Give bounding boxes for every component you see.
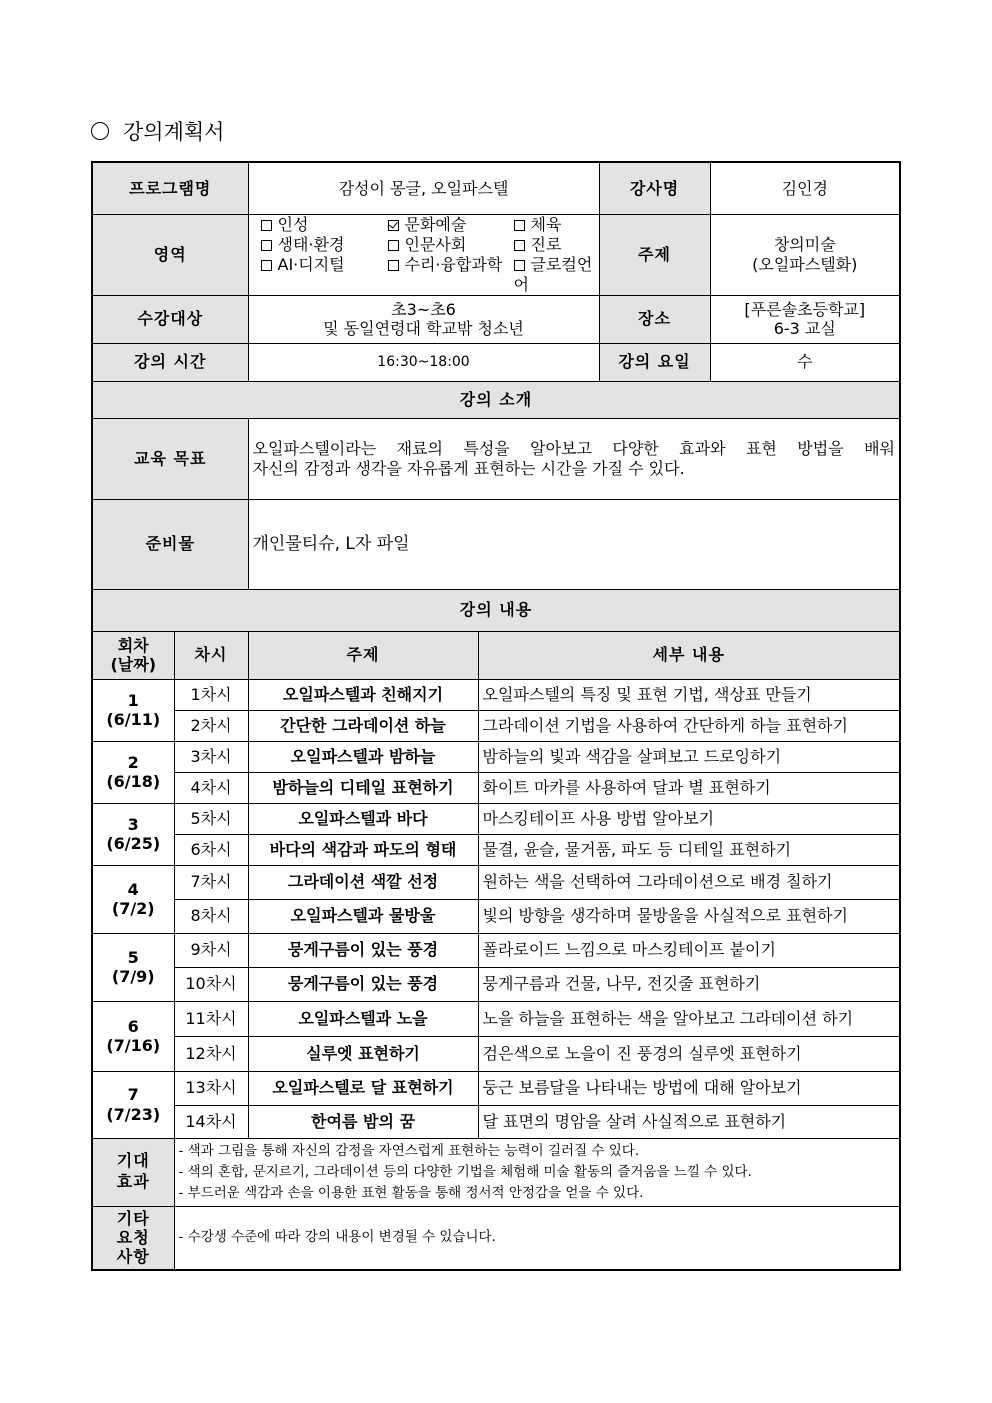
period-cell: 13차시 bbox=[174, 1071, 248, 1105]
area-option[interactable] bbox=[388, 215, 514, 235]
checkbox-empty-icon[interactable] bbox=[514, 220, 525, 231]
intro-section-title: 강의 소개 bbox=[92, 381, 900, 418]
theme-value bbox=[710, 214, 900, 295]
circle-bullet-icon bbox=[91, 122, 109, 140]
checkbox-empty-icon[interactable] bbox=[261, 260, 272, 271]
theme-line1: 창의미술 bbox=[773, 235, 836, 255]
session-number: 2 bbox=[127, 752, 139, 772]
day-label: 강의 요일 bbox=[599, 343, 710, 381]
area-option-label: 체육 bbox=[530, 214, 562, 234]
area-option[interactable] bbox=[261, 215, 388, 235]
requests-text bbox=[174, 1206, 900, 1270]
goal-label: 교육 목표 bbox=[92, 418, 248, 499]
header-topic: 주제 bbox=[248, 631, 478, 679]
period-cell: 5차시 bbox=[174, 803, 248, 834]
area-option[interactable] bbox=[261, 235, 388, 255]
detail-cell: 둥근 보름달을 나타내는 방법에 대해 알아보기 bbox=[478, 1071, 900, 1105]
effect-item: - 부드러운 색감과 손을 이용한 표현 활동을 통해 정서적 안정감을 얻을 수 있다. bbox=[178, 1184, 644, 1201]
checkbox-empty-icon[interactable] bbox=[261, 220, 272, 231]
topic-cell: 그라데이션 색깔 선정 bbox=[248, 865, 478, 899]
day-value: 수 bbox=[710, 343, 900, 381]
session-date: (6/25) bbox=[106, 834, 161, 853]
effects-list bbox=[174, 1138, 900, 1206]
period-cell: 9차시 bbox=[174, 933, 248, 967]
time-value: 16:30~18:00 bbox=[248, 343, 599, 381]
target-value bbox=[248, 295, 599, 343]
period-cell: 11차시 bbox=[174, 1001, 248, 1036]
time-label: 강의 시간 bbox=[92, 343, 248, 381]
content-header-row bbox=[92, 631, 900, 679]
period-cell: 3차시 bbox=[174, 741, 248, 772]
period-cell: 6차시 bbox=[174, 834, 248, 865]
place-line1: [푸른솔초등학교] bbox=[744, 299, 866, 319]
table-row bbox=[92, 1105, 900, 1138]
table-row bbox=[92, 834, 900, 865]
session-number: 1 bbox=[127, 690, 139, 710]
target-line2: 및 동일연령대 학교밖 청소년 bbox=[323, 319, 524, 338]
table-row bbox=[92, 679, 900, 710]
topic-cell: 실루엣 표현하기 bbox=[248, 1036, 478, 1071]
goal-line2: 자신의 감정과 생각을 자유롭게 표현하는 시간을 가질 수 있다. bbox=[252, 458, 685, 478]
detail-cell: 검은색으로 노을이 진 풍경의 실루엣 표현하기 bbox=[478, 1036, 900, 1071]
detail-cell: 노을 하늘을 표현하는 색을 알아보고 그라데이션 하기 bbox=[478, 1001, 900, 1036]
session-number: 7 bbox=[127, 1085, 139, 1105]
checkbox-empty-icon[interactable] bbox=[388, 260, 399, 271]
topic-cell: 오일파스텔과 밤하늘 bbox=[248, 741, 478, 772]
header-detail: 세부 내용 bbox=[478, 631, 900, 679]
instructor-label: 강사명 bbox=[599, 162, 710, 214]
goal-value bbox=[248, 418, 900, 499]
topic-cell: 밤하늘의 디테일 표현하기 bbox=[248, 772, 478, 803]
session-date: (7/9) bbox=[111, 967, 155, 986]
checkbox-empty-icon[interactable] bbox=[388, 240, 399, 251]
detail-cell: 화이트 마카를 사용하여 달과 별 표현하기 bbox=[478, 772, 900, 803]
table-row bbox=[92, 967, 900, 1001]
instructor-value: 김인경 bbox=[710, 162, 900, 214]
area-option[interactable] bbox=[261, 255, 388, 295]
checkbox-empty-icon[interactable] bbox=[514, 240, 525, 251]
request-item: - 수강생 수준에 따라 강의 내용이 변경될 수 있습니다. bbox=[178, 1229, 496, 1246]
checkbox-empty-icon[interactable] bbox=[514, 260, 525, 271]
session-number: 3 bbox=[127, 814, 139, 834]
session-cell bbox=[92, 1001, 174, 1071]
theme-line2: (오일파스텔화) bbox=[752, 254, 858, 274]
session-cell bbox=[92, 865, 174, 933]
detail-cell: 폴라로이드 느낌으로 마스킹테이프 붙이기 bbox=[478, 933, 900, 967]
goal-line1: 오일파스텔이라는 재료의 특성을 알아보고 다양한 효과와 표현 방법을 배워 bbox=[252, 439, 896, 459]
period-cell: 10차시 bbox=[174, 967, 248, 1001]
session-number: 4 bbox=[127, 879, 139, 899]
topic-cell: 간단한 그라데이션 하늘 bbox=[248, 710, 478, 741]
target-label: 수강대상 bbox=[92, 295, 248, 343]
topic-cell: 바다의 색감과 파도의 형태 bbox=[248, 834, 478, 865]
requests-label: 기타 요청 사항 bbox=[92, 1206, 174, 1270]
detail-cell: 마스킹테이프 사용 방법 알아보기 bbox=[478, 803, 900, 834]
session-cell bbox=[92, 933, 174, 1001]
topic-cell: 오일파스텔과 친해지기 bbox=[248, 679, 478, 710]
effect-item: - 색과 그림을 통해 자신의 감정을 자연스럽게 표현하는 능력이 길러질 수 있다. bbox=[178, 1142, 640, 1159]
target-line1: 초3~초6 bbox=[391, 299, 456, 319]
session-date: (6/18) bbox=[106, 772, 161, 791]
table-row bbox=[92, 1036, 900, 1071]
period-cell: 14차시 bbox=[174, 1105, 248, 1138]
area-option-label: 생태·환경 bbox=[277, 234, 345, 254]
place-value bbox=[710, 295, 900, 343]
effects-label: 기대 효과 bbox=[92, 1138, 174, 1206]
session-date: (6/11) bbox=[106, 710, 161, 729]
area-option[interactable] bbox=[388, 235, 514, 255]
table-row bbox=[92, 1071, 900, 1105]
header-session: 회차 (날짜) bbox=[92, 631, 174, 679]
header-period: 차시 bbox=[174, 631, 248, 679]
detail-cell: 빛의 방향을 생각하며 물방울을 사실적으로 표현하기 bbox=[478, 899, 900, 933]
session-cell bbox=[92, 803, 174, 865]
document-heading bbox=[91, 116, 224, 146]
lecture-plan-table bbox=[91, 161, 901, 1271]
period-cell: 1차시 bbox=[174, 679, 248, 710]
table-row bbox=[92, 1001, 900, 1036]
session-cell bbox=[92, 1071, 174, 1138]
supplies-value: 개인물티슈, L자 파일 bbox=[248, 499, 900, 589]
checkbox-checked-icon[interactable] bbox=[388, 220, 399, 231]
supplies-label: 준비물 bbox=[92, 499, 248, 589]
detail-cell: 달 표면의 명암을 살려 사실적으로 표현하기 bbox=[478, 1105, 900, 1138]
checkbox-empty-icon[interactable] bbox=[261, 240, 272, 251]
topic-cell: 오일파스텔로 달 표현하기 bbox=[248, 1071, 478, 1105]
table-row bbox=[92, 899, 900, 933]
table-row bbox=[92, 772, 900, 803]
period-cell: 12차시 bbox=[174, 1036, 248, 1071]
area-option[interactable] bbox=[514, 215, 594, 235]
area-option-label: 수리·융합과학 bbox=[404, 254, 503, 274]
period-cell: 7차시 bbox=[174, 865, 248, 899]
period-cell: 8차시 bbox=[174, 899, 248, 933]
place-label: 장소 bbox=[599, 295, 710, 343]
area-option-label: AI·디지털 bbox=[277, 254, 345, 274]
area-label: 영역 bbox=[92, 214, 248, 295]
detail-cell: 오일파스텔의 특징 및 표현 기법, 색상표 만들기 bbox=[478, 679, 900, 710]
session-date: (7/2) bbox=[111, 899, 155, 918]
effect-item: - 색의 혼합, 문지르기, 그라데이션 등의 다양한 기법을 체험해 미술 활동의 즐거움을 느낄 수 있다. bbox=[178, 1163, 752, 1180]
area-option[interactable] bbox=[514, 235, 594, 255]
session-date: (7/16) bbox=[106, 1036, 161, 1055]
area-option-label: 문화예술 bbox=[404, 214, 467, 234]
area-option[interactable] bbox=[388, 255, 514, 295]
topic-cell: 오일파스텔과 물방울 bbox=[248, 899, 478, 933]
heading-text: 강의계획서 bbox=[123, 120, 225, 144]
topic-cell: 뭉게구름이 있는 풍경 bbox=[248, 933, 478, 967]
detail-cell: 밤하늘의 빛과 색감을 살펴보고 드로잉하기 bbox=[478, 741, 900, 772]
topic-cell: 한여름 밤의 꿈 bbox=[248, 1105, 478, 1138]
topic-cell: 오일파스텔과 바다 bbox=[248, 803, 478, 834]
table-row bbox=[92, 933, 900, 967]
detail-cell: 그라데이션 기법을 사용하여 간단하게 하늘 표현하기 bbox=[478, 710, 900, 741]
theme-label: 주제 bbox=[599, 214, 710, 295]
content-section-title: 강의 내용 bbox=[92, 589, 900, 631]
table-row bbox=[92, 865, 900, 899]
area-option[interactable] bbox=[514, 255, 594, 295]
area-checkbox-grid bbox=[253, 215, 595, 295]
program-value: 감성이 몽글, 오일파스텔 bbox=[248, 162, 599, 214]
topic-cell: 뭉게구름이 있는 풍경 bbox=[248, 967, 478, 1001]
area-option-label: 진로 bbox=[530, 234, 562, 254]
session-date: (7/23) bbox=[106, 1104, 161, 1124]
area-option-label: 글로컬언어 bbox=[513, 254, 593, 294]
detail-cell: 물결, 윤슬, 물거품, 파도 등 디테일 표현하기 bbox=[478, 834, 900, 865]
period-cell: 4차시 bbox=[174, 772, 248, 803]
topic-cell: 오일파스텔과 노을 bbox=[248, 1001, 478, 1036]
session-number: 5 bbox=[127, 947, 139, 967]
session-cell bbox=[92, 679, 174, 741]
area-option-label: 인문사회 bbox=[404, 234, 467, 254]
session-number: 6 bbox=[127, 1016, 139, 1036]
table-row bbox=[92, 803, 900, 834]
period-cell: 2차시 bbox=[174, 710, 248, 741]
session-cell bbox=[92, 741, 174, 803]
program-label: 프로그램명 bbox=[92, 162, 248, 214]
table-row bbox=[92, 710, 900, 741]
detail-cell: 뭉게구름과 건물, 나무, 전깃줄 표현하기 bbox=[478, 967, 900, 1001]
area-option-label: 인성 bbox=[277, 214, 309, 234]
place-line2: 6-3 교실 bbox=[773, 319, 836, 338]
detail-cell: 원하는 색을 선택하여 그라데이션으로 배경 칠하기 bbox=[478, 865, 900, 899]
table-row bbox=[92, 741, 900, 772]
area-checkboxes bbox=[248, 214, 599, 295]
